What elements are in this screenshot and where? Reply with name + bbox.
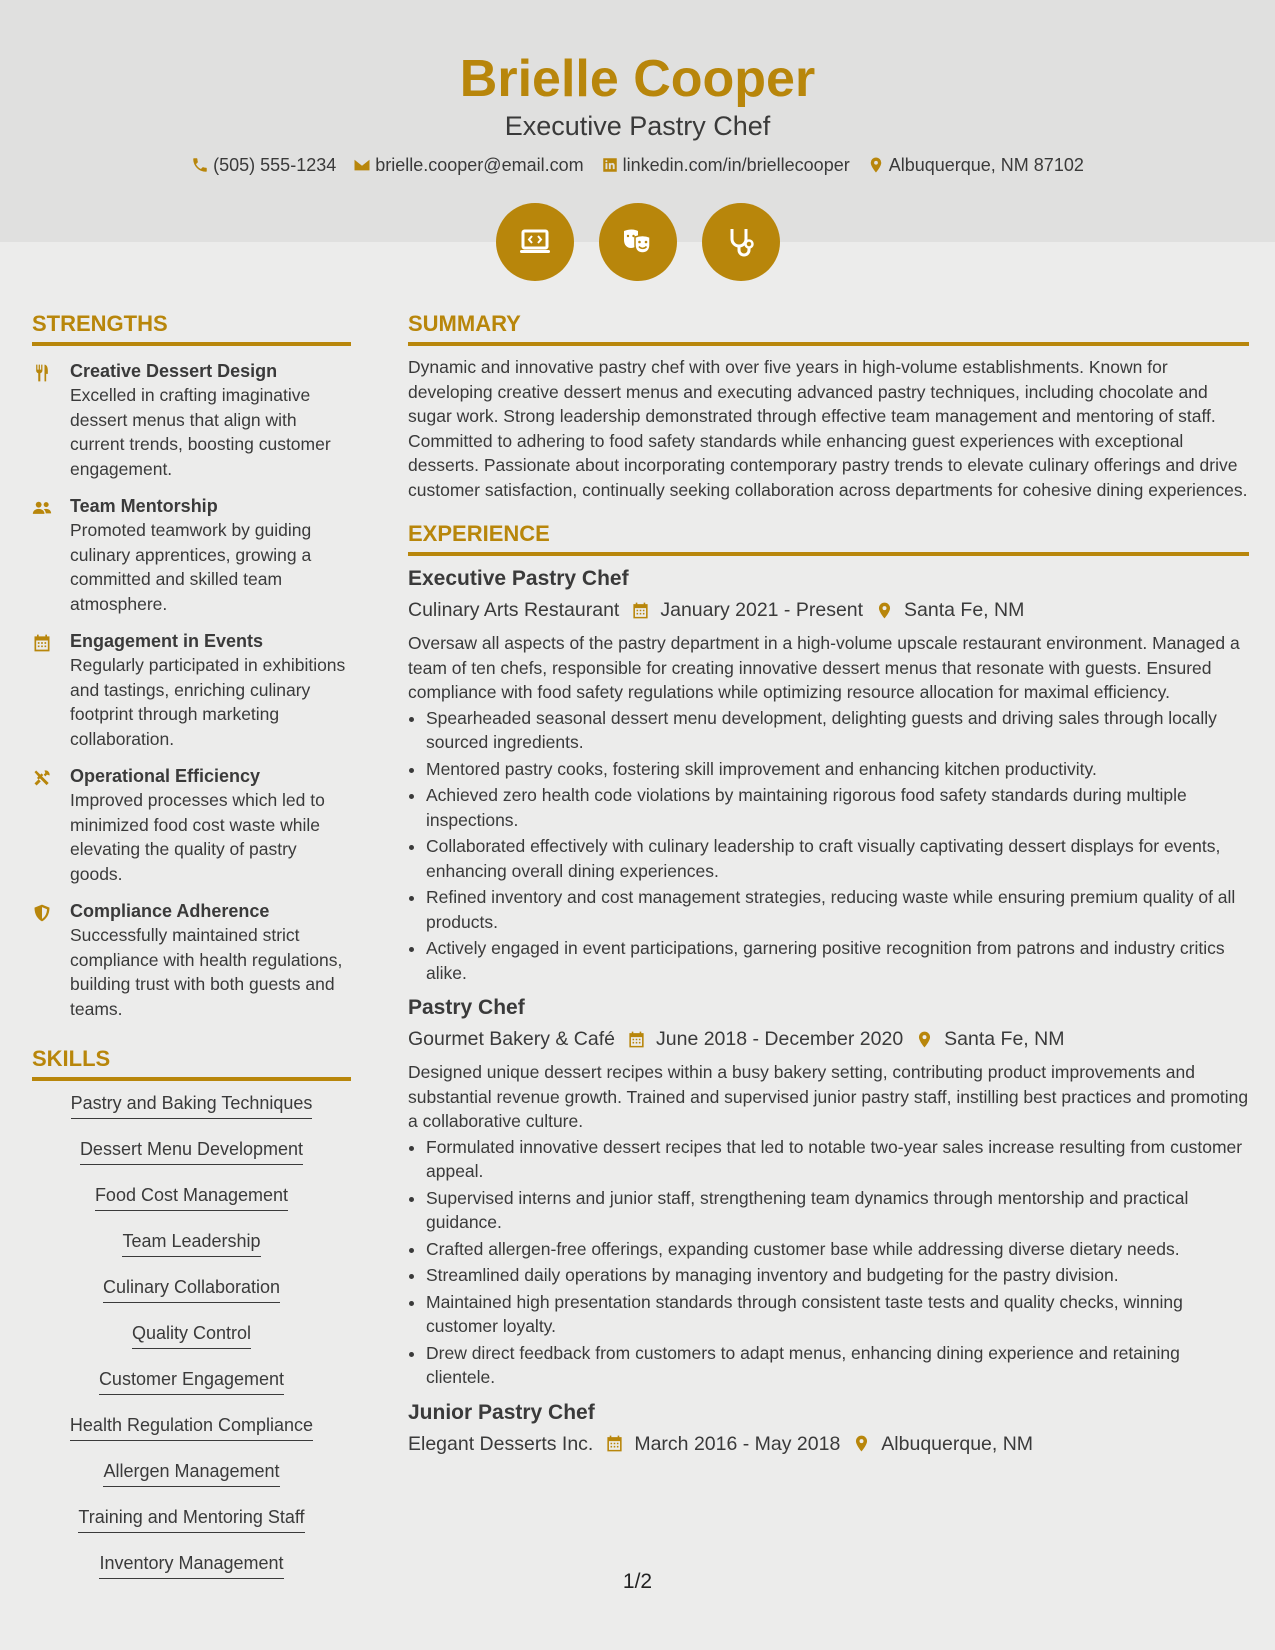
calendar-icon (631, 601, 650, 620)
job-bullet: • Streamlined daily operations by managing inventory and budgeting for the pastry division. (426, 1263, 1249, 1288)
strength-item (32, 899, 351, 1021)
experience-heading: EXPERIENCE (408, 520, 1249, 556)
job-bullet: • Actively engaged in event participations, garnering positive recognition from patrons and industry critics alike. (426, 936, 1249, 985)
strength-text: Excelled in crafting imaginative dessert menus that align with current trends, boosting customer engagement. (70, 385, 331, 479)
job-bullet: • Mentored pastry cooks, fostering skill improvement and enhancing kitchen productivity. (426, 757, 1249, 782)
strength-title: Operational Efficiency (70, 766, 261, 786)
skills-heading: SKILLS (32, 1045, 351, 1081)
skill-item: Pastry and Baking Techniques (71, 1091, 313, 1119)
utensils-icon (32, 363, 52, 383)
strength-item (32, 494, 351, 616)
location-pin-icon (867, 156, 885, 174)
location-pin-icon (875, 601, 894, 620)
job-bullet: • Drew direct feedback from customers to adapt menus, enhancing dining experience and retaining clientele. (426, 1341, 1249, 1390)
job-location: Santa Fe, NM (904, 599, 1025, 621)
skill-item: Training and Mentoring Staff (78, 1505, 304, 1533)
hobby-theater (599, 203, 677, 281)
job-bullets (426, 1135, 1249, 1390)
job-company: Culinary Arts Restaurant (408, 599, 620, 621)
hobby-icons (0, 203, 1275, 281)
strength-item (32, 629, 351, 751)
job-entry (408, 564, 1249, 985)
contact-phone (191, 153, 336, 177)
contact-linkedin[interactable] (601, 153, 850, 177)
tools-icon (32, 768, 52, 788)
stethoscope-icon (721, 222, 761, 262)
laptop-code-icon (515, 222, 555, 262)
skill-item: Food Cost Management (95, 1183, 288, 1211)
location-pin-icon (915, 1030, 934, 1049)
skill-item: Allergen Management (103, 1459, 279, 1487)
job-entry (408, 1398, 1249, 1459)
job-dates: March 2016 - May 2018 (634, 1432, 841, 1455)
summary-text: Dynamic and innovative pastry chef with over five years in high-volume establishments. Known for developing creative dessert menus and executing advanced pastry techniques, including chocolate and sugar work. Strong leadership demonstrated through effective team management and mentoring of staff. Committed to adhering to food safety standards while enhancing guest experiences with exceptional desserts. Passionate about incorporating contemporary pastry trends to elevate culinary offerings and drive customer satisfaction, continually seeking collaboration across departments for cohesive dining experiences. (408, 357, 1248, 500)
strength-text: Promoted teamwork by guiding culinary apprentices, growing a committed and skilled team atmosphere. (70, 520, 312, 614)
job-bullet: • Spearheaded seasonal dessert menu development, delighting guests and driving sales through locally sourced ingredients. (426, 706, 1249, 755)
skill-item: Customer Engagement (99, 1367, 284, 1395)
strength-item (32, 764, 351, 886)
contact-bar (0, 153, 1275, 177)
linkedin-icon (601, 156, 619, 174)
job-location: Albuquerque, NM (881, 1432, 1034, 1455)
hobby-laptop (496, 203, 574, 281)
skill-item: Inventory Management (99, 1551, 283, 1579)
location-pin-icon (852, 1434, 871, 1453)
job-dates: January 2021 - Present (660, 599, 864, 621)
calendar-icon (605, 1434, 624, 1453)
job-bullet: • Crafted allergen-free offerings, expanding customer base while addressing diverse dietary needs. (426, 1237, 1249, 1262)
page-number: 1/2 (622, 1570, 653, 1593)
contact-location-text: Albuquerque, NM 87102 (888, 155, 1084, 175)
skill-item: Health Regulation Compliance (70, 1413, 313, 1441)
strength-title: Engagement in Events (70, 631, 264, 651)
job-bullet: • Supervised interns and junior staff, strengthening team dynamics through mentorship and practical guidance. (426, 1186, 1249, 1235)
job-title: Pastry Chef (408, 996, 525, 1019)
calendar-icon (627, 1030, 646, 1049)
job-title: Junior Pastry Chef (408, 1400, 595, 1424)
hobby-medical (702, 203, 780, 281)
contact-email[interactable] (353, 153, 583, 177)
theater-masks-icon (618, 222, 658, 262)
job-bullet: • Achieved zero health code violations by maintaining rigorous food safety standards during multiple inspections. (426, 783, 1249, 832)
contact-linkedin-text[interactable]: linkedin.com/in/briellecooper (622, 155, 850, 175)
job-bullet: • Formulated innovative dessert recipes that led to notable two-year sales increase resulting from customer appeal. (426, 1135, 1249, 1184)
strength-text: Improved processes which led to minimized food cost waste while elevating the quality of pastry goods. (70, 790, 325, 884)
job-entry (408, 993, 1249, 1390)
job-description: Designed unique dessert recipes within a busy bakery setting, contributing product improvements and substantial revenue growth. Trained and supervised junior pastry staff, instilling best practices and promoting a collaborative culture. (408, 1062, 1249, 1131)
calendar-icon (32, 633, 52, 653)
job-description: Oversaw all aspects of the pastry department in a high-volume upscale restaurant environment. Managed a team of ten chefs, responsible for creating innovative dessert menus that resonate with guests. Ensured compliance with food safety regulations while optimizing resource allocation for maximal efficiency. (408, 633, 1240, 702)
strengths-heading: STRENGTHS (32, 310, 351, 346)
left-column (32, 310, 351, 1597)
skill-item: Dessert Menu Development (80, 1137, 303, 1165)
right-column (408, 310, 1249, 1459)
skill-item: Quality Control (132, 1321, 251, 1349)
job-company: Elegant Desserts Inc. (408, 1432, 594, 1455)
job-dates: June 2018 - December 2020 (656, 1028, 904, 1050)
strength-text: Regularly participated in exhibitions and tastings, enriching culinary footprint through marketing collaboration. (70, 655, 346, 749)
job-bullet: • Refined inventory and cost management strategies, reducing waste while ensuring premium quality of all products. (426, 885, 1249, 934)
contact-email-text[interactable]: brielle.cooper@email.com (375, 155, 584, 175)
skill-item: Culinary Collaboration (103, 1275, 280, 1303)
skill-list (32, 1091, 351, 1597)
users-icon (32, 498, 52, 518)
job-company: Gourmet Bakery & Café (408, 1028, 615, 1050)
job-title: Executive Pastry Chef (408, 567, 629, 590)
strength-title: Creative Dessert Design (70, 361, 278, 381)
job-meta (408, 1429, 1249, 1459)
strength-text: Successfully maintained strict compliance with health regulations, building trust with both guests and teams. (70, 925, 343, 1019)
job-bullet: • Maintained high presentation standards through consistent taste tests and quality checks, winning customer loyalty. (426, 1290, 1249, 1339)
strength-title: Team Mentorship (70, 496, 218, 516)
phone-icon (191, 156, 209, 174)
job-meta (408, 1024, 1249, 1054)
shield-icon (32, 903, 52, 923)
summary-heading: SUMMARY (408, 310, 1249, 346)
skill-item: Team Leadership (122, 1229, 260, 1257)
candidate-title: Executive Pastry Chef (504, 111, 771, 141)
contact-location (867, 153, 1084, 177)
strength-item (32, 359, 351, 481)
job-location: Santa Fe, NM (944, 1028, 1065, 1050)
contact-phone-text: (505) 555-1234 (213, 155, 337, 175)
envelope-icon (353, 156, 371, 174)
candidate-name: Brielle Cooper (459, 50, 816, 108)
job-bullets (426, 706, 1249, 986)
strength-title: Compliance Adherence (70, 901, 270, 921)
job-bullet: • Collaborated effectively with culinary leadership to craft visually captivating dessert displays for events, enhancing overall dining experiences. (426, 834, 1249, 883)
job-meta (408, 595, 1249, 625)
